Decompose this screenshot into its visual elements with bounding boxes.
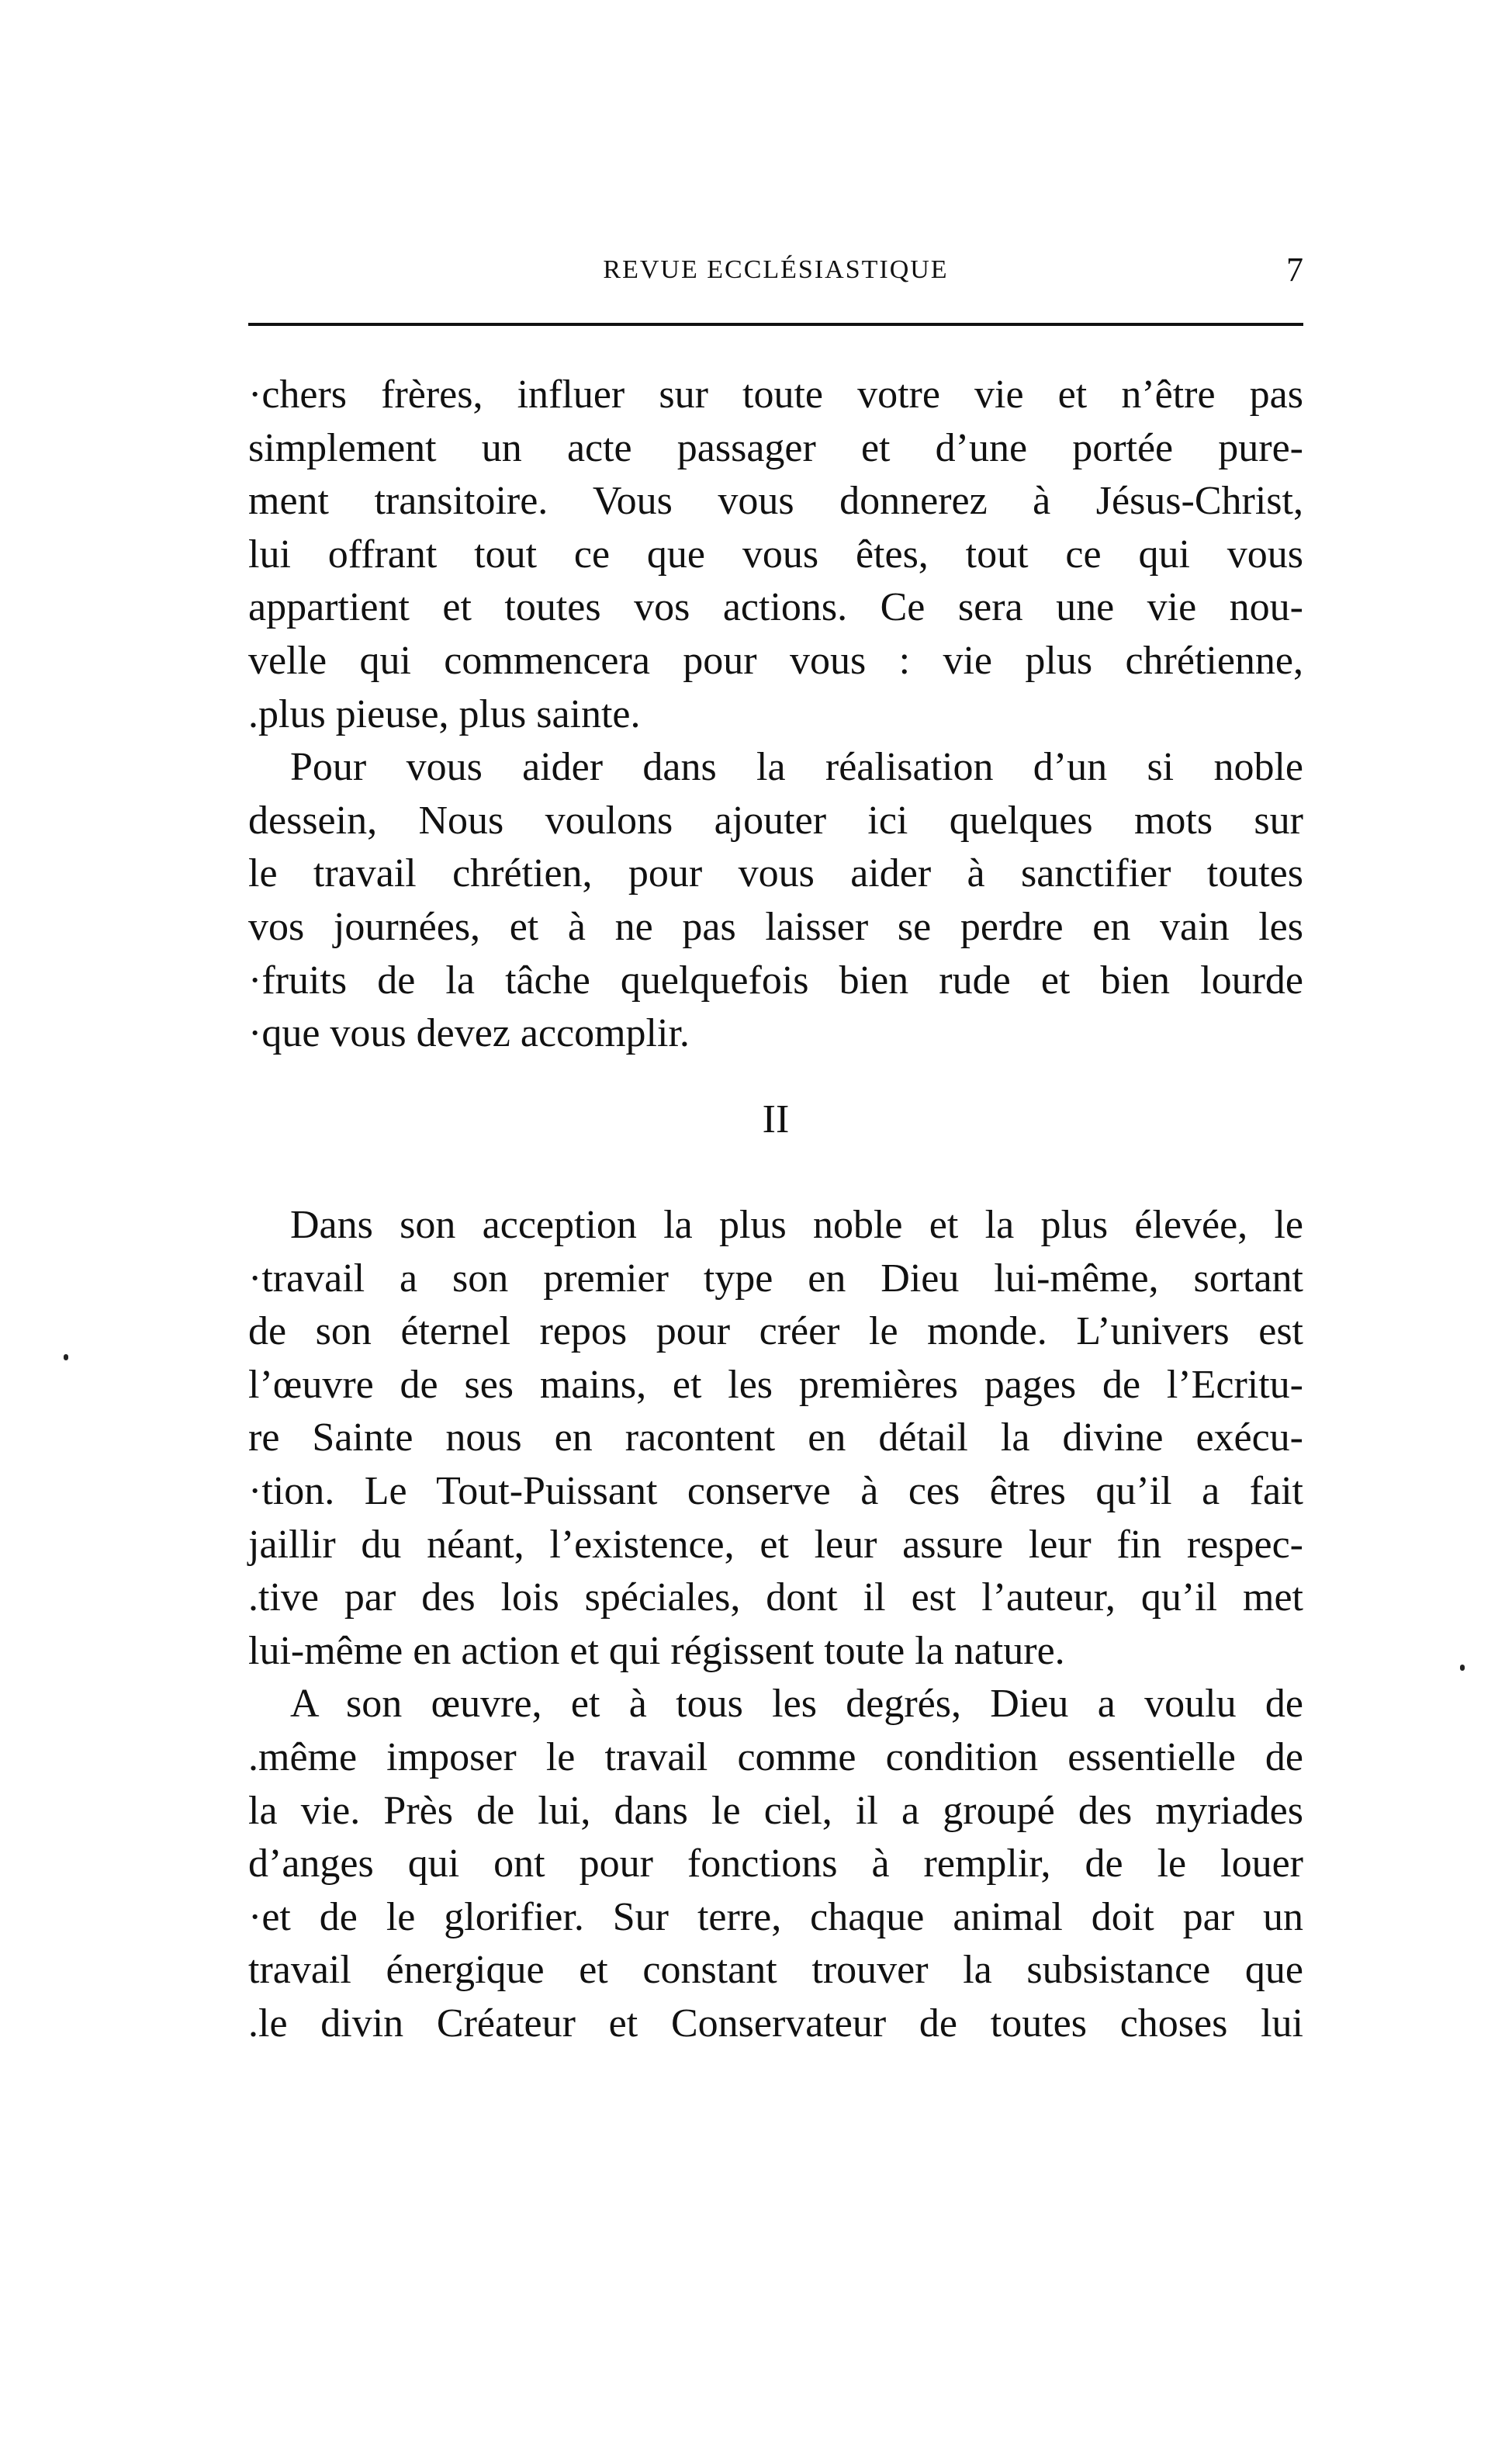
text-line: A son œuvre, et à tous les degrés, Dieu a voulu de [290,1682,1303,1727]
text-line: ·tion. Le Tout-Puissant conserve à ces êtres qu’il a fait [248,1468,1303,1513]
text-line: simplement un acte passager et d’une portée pure- [248,425,1303,470]
text-block-top [248,369,1303,1061]
text-line: de son éternel repos pour créer le monde. L’univers est [248,1309,1303,1354]
paragraph [248,741,1303,1061]
text-line: re Sainte nous en racontent en détail la divine exécu- [248,1415,1303,1460]
paragraph [248,1678,1303,2050]
ink-speck [1460,1665,1465,1671]
text-line: d’anges qui ont pour fonctions à remplir, de le louer [248,1841,1303,1886]
text-line: velle qui commencera pour vous : vie plus chrétienne, [248,638,1303,683]
section-heading: II [762,1097,790,1142]
paragraph [248,1199,1303,1678]
header-rule [248,323,1303,326]
ink-speck [64,1354,68,1360]
text-line: jaillir du néant, l’existence, et leur assure leur fin respec- [248,1522,1303,1567]
running-head [248,247,1303,293]
text-line: lui offrant tout ce que vous êtes, tout ce qui vous [248,532,1303,577]
text-line: vos journées, et à ne pas laisser se perdre en vain les [248,904,1303,949]
text-line: .même imposer le travail comme condition essentielle de [248,1734,1303,1779]
text-line: l’œuvre de ses mains, et les premières pages de l’Ecritu- [248,1362,1303,1407]
text-line: dessein, Nous voulons ajouter ici quelques mots sur [248,798,1303,843]
text-line: ·fruits de la tâche quelquefois bien rude et bien lourde [248,958,1303,1003]
text-line: .plus pieuse, plus sainte. [248,691,641,736]
text-line: appartient et toutes vos actions. Ce sera une vie nou- [248,585,1303,630]
text-line: ment transitoire. Vous vous donnerez à Jésus-Christ, [248,479,1303,524]
text-line: .tive par des lois spéciales, dont il est l’auteur, qu’il met [248,1575,1303,1620]
paragraph [248,369,1303,741]
page-number: 7 [1286,251,1303,289]
text-line: travail énergique et constant trouver la subsistance que [248,1948,1303,1993]
text-line: lui-même en action et qui régissent toute la nature. [248,1628,1065,1673]
running-title: REVUE ECCLÉSIASTIQUE [603,255,949,284]
text-line: ·chers frères, influer sur toute votre vie et n’être pas [248,372,1303,417]
text-line: la vie. Près de lui, dans le ciel, il a groupé des myriades [248,1788,1303,1833]
text-line: .le divin Créateur et Conservateur de toutes choses lui [248,2001,1303,2046]
text-line: Dans son acception la plus noble et la plus élevée, le [290,1203,1303,1247]
text-line: le travail chrétien, pour vous aider à sanctifier toutes [248,851,1303,896]
text-block-bottom [248,1199,1303,2051]
text-line: ·et de le glorifier. Sur terre, chaque animal doit par un [248,1894,1303,1939]
text-line: ·que vous devez accomplir. [248,1011,690,1056]
text-line: ·travail a son premier type en Dieu lui-même, sortant [248,1256,1303,1301]
text-line: Pour vous aider dans la réalisation d’un si noble [290,745,1303,790]
